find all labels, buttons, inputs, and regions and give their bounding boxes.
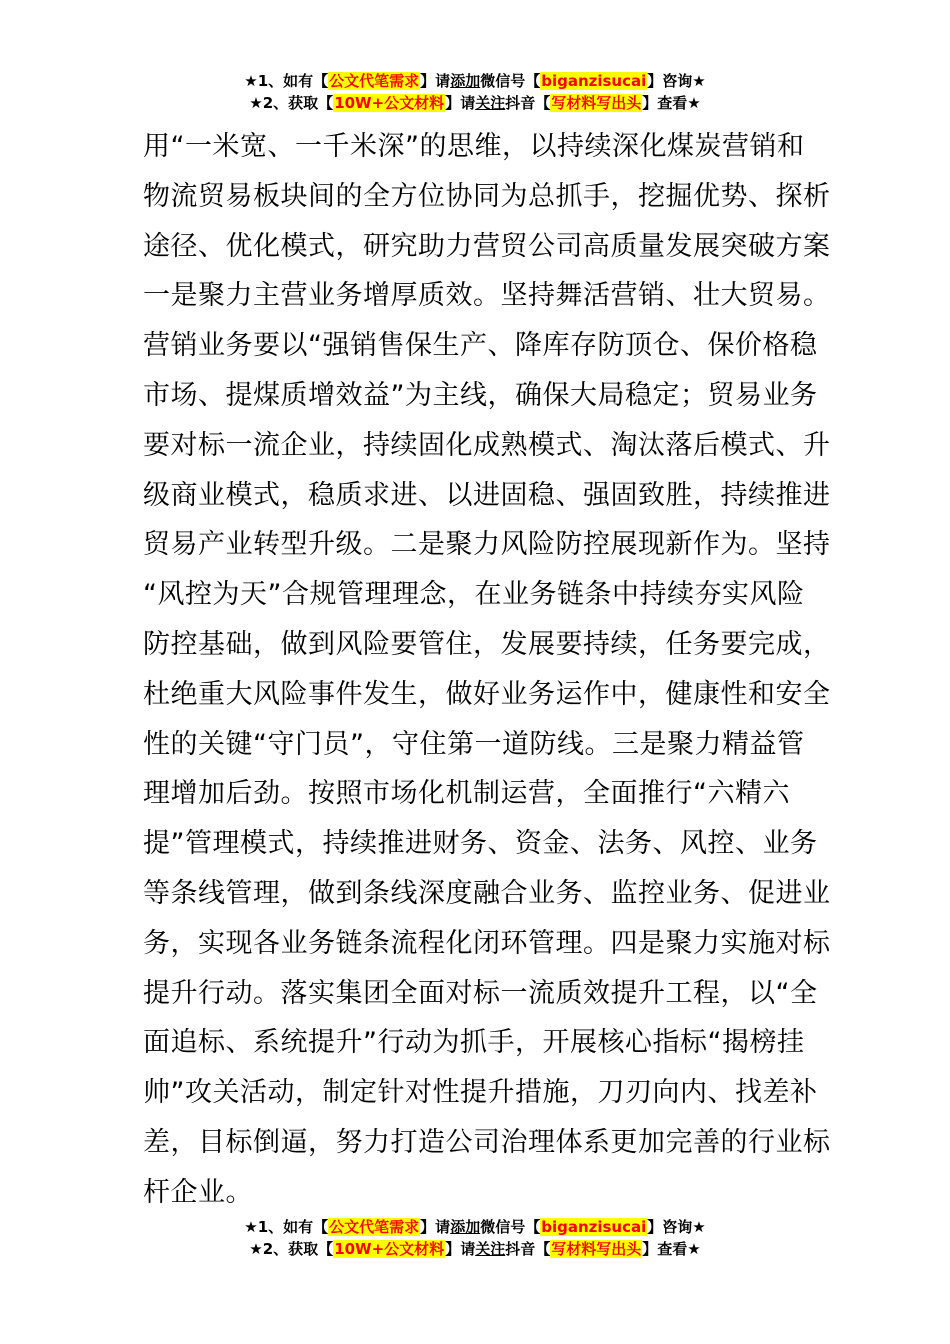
body-line: 级商业模式，稳质求进、以进固稳、强固致胜，持续推进 xyxy=(143,479,831,511)
underlined-follow: 关注 xyxy=(475,94,506,112)
banner-text: 微信号【 xyxy=(480,1218,541,1236)
header-banner xyxy=(0,70,950,114)
footer-banner xyxy=(0,1216,950,1260)
header-banner-line-1 xyxy=(0,70,950,92)
footer-banner-line-2 xyxy=(0,1238,950,1260)
footer-banner-line-1 xyxy=(0,1216,950,1238)
highlight-ghostwriting-need: 公文代笔需求 xyxy=(329,1218,420,1236)
highlight-materials: 10W+公文材料 xyxy=(334,1240,445,1258)
document-body xyxy=(143,122,831,1218)
banner-text: 】请 xyxy=(420,72,451,90)
body-line: “风控为天”合规管理理念，在业务链条中持续夯实风险 xyxy=(143,579,805,611)
banner-text: ★1、如有【 xyxy=(244,1218,329,1236)
header-banner-line-2 xyxy=(0,92,950,114)
underlined-add: 添加 xyxy=(450,72,481,90)
banner-text: ★1、如有【 xyxy=(244,72,329,90)
highlight-douyin-account: 写材料写出头 xyxy=(551,1240,642,1258)
body-line: 提升行动。落实集团全面对标一流质效提升工程，以“全 xyxy=(143,977,818,1009)
body-line: 杜绝重大风险事件发生，做好业务运作中，健康性和安全 xyxy=(143,678,831,710)
banner-text: 】查看★ xyxy=(642,1240,701,1258)
body-line: 防控基础，做到风险要管住，发展要持续，任务要完成， xyxy=(143,628,831,660)
body-line: 性的关键“守门员”，守住第一道防线。三是聚力精益管 xyxy=(143,728,805,760)
body-line: 营销业务要以“强销售保生产、降库存防顶仓、保价格稳 xyxy=(143,330,818,362)
banner-text: 】请 xyxy=(445,1240,476,1258)
banner-text: ★2、获取【 xyxy=(249,94,334,112)
banner-text: 】咨询★ xyxy=(647,1218,706,1236)
banner-text: ★2、获取【 xyxy=(249,1240,334,1258)
highlight-materials: 10W+公文材料 xyxy=(334,94,445,112)
highlight-ghostwriting-need: 公文代笔需求 xyxy=(329,72,420,90)
underlined-add: 添加 xyxy=(450,1218,481,1236)
body-line: 务，实现各业务链条流程化闭环管理。四是聚力实施对标 xyxy=(143,927,831,959)
body-line: 要对标一流企业，持续固化成熟模式、淘汰落后模式、升 xyxy=(143,429,831,461)
body-line: 提”管理模式，持续推进财务、资金、法务、风控、业务 xyxy=(143,828,818,860)
body-line: 一是聚力主营业务增厚质效。坚持舞活营销、壮大贸易。 xyxy=(143,280,831,312)
highlight-douyin-account: 写材料写出头 xyxy=(551,94,642,112)
body-line: 差，目标倒逼，努力打造公司治理体系更加完善的行业标 xyxy=(143,1126,831,1158)
banner-text: 】查看★ xyxy=(642,94,701,112)
banner-text: 】请 xyxy=(420,1218,451,1236)
highlight-wechat-id: biganzisucai xyxy=(541,72,647,90)
body-line: 帅”攻关活动，制定针对性提升措施，刀刃向内、找差补 xyxy=(143,1077,818,1109)
banner-text: 微信号【 xyxy=(480,72,541,90)
body-line: 面追标、系统提升”行动为抓手，开展核心指标“揭榜挂 xyxy=(143,1027,805,1059)
body-line: 杆企业。 xyxy=(143,1176,253,1208)
body-line: 用“一米宽、一千米深”的思维，以持续深化煤炭营销和 xyxy=(143,131,805,162)
banner-text: 】咨询★ xyxy=(647,72,706,90)
highlight-wechat-id: biganzisucai xyxy=(541,1218,647,1236)
body-line: 等条线管理，做到条线深度融合业务、监控业务、促进业 xyxy=(143,877,831,909)
body-line: 市场、提煤质增效益”为主线，确保大局稳定；贸易业务 xyxy=(143,379,818,411)
body-line: 贸易产业转型升级。二是聚力风险防控展现新作为。坚持 xyxy=(143,529,831,561)
body-line: 物流贸易板块间的全方位协同为总抓手，挖掘优势、探析 xyxy=(143,180,831,212)
body-line: 理增加后劲。按照市场化机制运营，全面推行“六精六 xyxy=(143,778,790,810)
body-line: 途径、优化模式，研究助力营贸公司高质量发展突破方案 xyxy=(143,230,831,262)
banner-text: 】请 xyxy=(445,94,476,112)
underlined-follow: 关注 xyxy=(475,1240,506,1258)
banner-text: 抖音【 xyxy=(505,94,551,112)
banner-text: 抖音【 xyxy=(505,1240,551,1258)
